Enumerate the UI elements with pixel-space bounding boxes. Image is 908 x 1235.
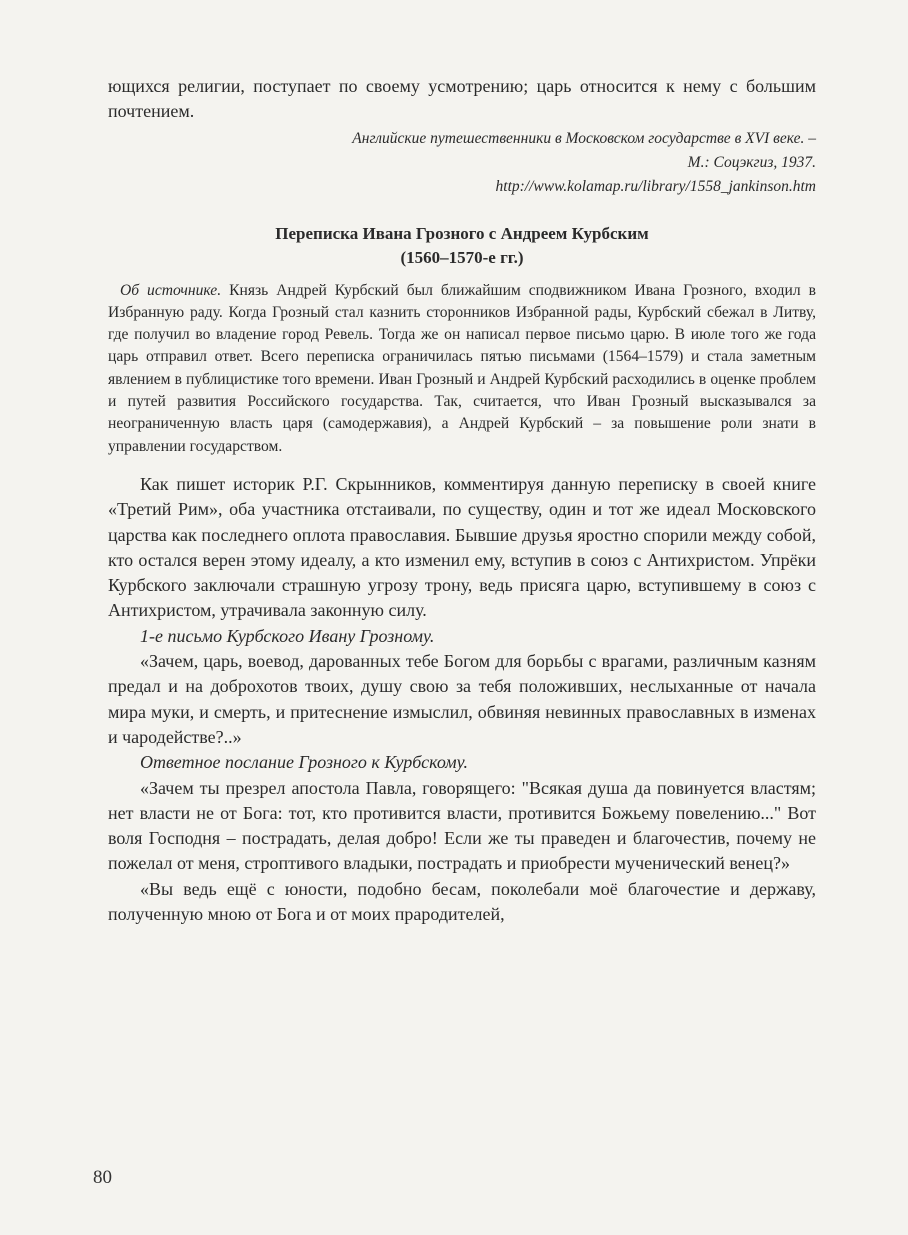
- reply-text: «Зачем ты презрел апостола Павла, говорящего: "Всякая душа да повинуется властям; нет власти не от Бога: тот, кто противится власти, противится Божьему повелению..." Вот воля Господня – пострадать, делая добро! Если же ты праведен и благочестив, почему не пожелал от меня, строптивого владыки, пострадать и приобрести мученический венец?»: [108, 777, 816, 874]
- heading-line-2: (1560–1570-е гг.): [400, 247, 524, 267]
- section-heading: [108, 222, 816, 270]
- letter1-title: 1-е письмо Курбского Ивану Грозному.: [140, 625, 435, 646]
- reply-title: Ответное послание Грозного к Курбскому.: [140, 752, 468, 773]
- citation-url: http://www.kolamap.ru/library/1558_jankinson.htm: [495, 177, 816, 195]
- body-paragraph-1: Как пишет историк Р.Г. Скрынников, комментируя данную переписку в своей книге «Третий Рим», оба участника отстаивали, по существу, один и тот же идеал Московского царства как последнего оплота православия. Бывшие друзья яростно спорили между собой, кто остался верен этому идеалу, а кто изменил ему, вступив в союз с Антихристом. Упрёки Курбского заключали страшную угрозу трону, ведь присяга царю, вступившему в союз с Антихристом, утрачивала законную силу.: [108, 473, 816, 621]
- source-note-lead: Об источнике.: [120, 281, 222, 299]
- page-number: 80: [93, 1167, 112, 1188]
- letter1-text: «Зачем, царь, воевод, дарованных тебе Богом для борьбы с врагами, различным казням предал и на доброхотов твоих, душу свою за тебя положивших, неслыханные от начала мира муки, и смерть, и притеснение измыслил, обвиняя невинных православных в изменах и чародействе?..»: [108, 651, 816, 747]
- top-paragraph: ющихся религии, поступает по своему усмотрению; царь относится к нему с большим почтением.: [108, 76, 816, 122]
- page-content: [108, 74, 816, 927]
- source-note: [108, 280, 816, 458]
- citation: [108, 127, 816, 199]
- source-note-text: Князь Андрей Курбский был ближайшим сподвижником Ивана Грозного, входил в Избранную раду. Когда Грозный стал казнить сторонников Избранной рады, Курбский сбежал в Литву, где получил во владение город Ревель. Тогда же он написал первое письмо царю. В июле того же года царь отправил ответ. Всего переписка ограничилась пятью письмами (1564–1579) и стала заметным явлением в публицистике того времени. Иван Грозный и Андрей Курбский расходились в оценке проблем и путей развития Российского государства. Так, считается, что Иван Грозный высказывался за неограниченную власть царя (самодержавия), а Андрей Курбский – за повышение роли знати в управлении государством.: [108, 281, 817, 455]
- citation-line-2: М.: Соцэкгиз, 1937.: [687, 153, 816, 171]
- heading-line-1: Переписка Ивана Грозного с Андреем Курбским: [275, 223, 649, 243]
- citation-line-1: Английские путешественники в Московском государстве в XVI веке. –: [352, 129, 816, 147]
- reply-text-continued: «Вы ведь ещё с юности, подобно бесам, поколебали моё благочестие и державу, полученную мною от Бога и от моих прародителей,: [108, 878, 816, 925]
